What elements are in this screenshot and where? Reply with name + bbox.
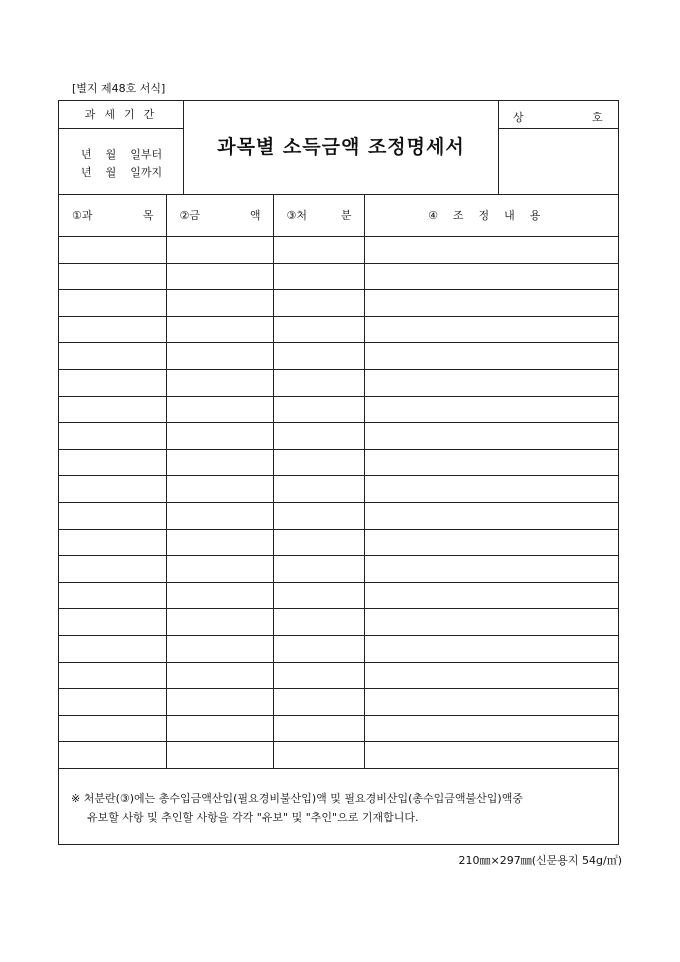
details-cell[interactable] [364,556,618,583]
table-row [59,635,618,662]
amount-cell[interactable] [166,529,273,556]
col-header-disposition [273,194,364,237]
disposition-cell[interactable] [273,689,364,716]
disposition-cell[interactable] [273,556,364,583]
details-cell[interactable] [364,502,618,529]
account-cell[interactable] [59,662,166,689]
amount-cell[interactable] [166,609,273,636]
account-cell[interactable] [59,609,166,636]
account-cell[interactable] [59,449,166,476]
account-cell[interactable] [59,715,166,742]
col-header-details-label: ④조정내용 [428,209,556,222]
account-cell[interactable] [59,476,166,503]
details-cell[interactable] [364,476,618,503]
disposition-cell[interactable] [273,476,364,503]
form-title: 과목별 소득금액 조정명세서 [217,136,465,158]
col-header-amount [166,194,273,237]
disposition-cell[interactable] [273,316,364,343]
account-cell[interactable] [59,635,166,662]
details-cell[interactable] [364,662,618,689]
details-cell[interactable] [364,582,618,609]
details-cell[interactable] [364,529,618,556]
disposition-cell[interactable] [273,502,364,529]
details-cell[interactable] [364,343,618,370]
amount-cell[interactable] [166,237,273,264]
table-row [59,662,618,689]
table-row [59,449,618,476]
table-row [59,396,618,423]
company-label-first: 상 [513,111,524,124]
details-cell[interactable] [364,263,618,290]
company-name-box [498,101,619,194]
col-header-account-b: 목 [142,209,154,222]
account-cell[interactable] [59,529,166,556]
amount-cell[interactable] [166,449,273,476]
table-row [59,290,618,317]
details-cell[interactable] [364,316,618,343]
table-row [59,343,618,370]
amount-cell[interactable] [166,689,273,716]
table-header-row [59,194,618,237]
disposition-cell[interactable] [273,290,364,317]
amount-cell[interactable] [166,263,273,290]
col-header-account [59,194,166,237]
tax-period-label: 과세기간 [59,101,183,129]
details-cell[interactable] [364,635,618,662]
table-row [59,316,618,343]
form-header [59,101,618,195]
details-cell[interactable] [364,369,618,396]
disposition-cell[interactable] [273,635,364,662]
col-header-amount-a: ②금 [179,209,200,222]
details-cell[interactable] [364,423,618,450]
company-label-second: 호 [592,111,603,124]
amount-cell[interactable] [166,582,273,609]
account-cell[interactable] [59,316,166,343]
paper-size-spec: 210㎜×297㎜(신문용지 54g/㎡) [458,854,622,867]
table-row [59,715,618,742]
details-cell[interactable] [364,449,618,476]
amount-cell[interactable] [166,476,273,503]
disposition-cell[interactable] [273,449,364,476]
disposition-cell[interactable] [273,609,364,636]
amount-cell[interactable] [166,369,273,396]
table-row [59,609,618,636]
table-row [59,263,618,290]
form-frame [58,100,619,845]
account-cell[interactable] [59,502,166,529]
period-from-field[interactable]: 년 월 일부터 [81,148,163,161]
disposition-cell[interactable] [273,582,364,609]
col-header-disposition-b: 분 [340,209,352,222]
account-cell[interactable] [59,290,166,317]
col-header-details [364,194,618,237]
tax-period-box [59,101,184,194]
table-row [59,742,618,769]
table-row [59,689,618,716]
note-line-1: ※ 처분란(③)에는 총수입금액산입(필요경비불산입)액 및 필요경비산입(총수입금액불산입)액중 [71,792,523,805]
amount-cell[interactable] [166,635,273,662]
table-row [59,369,618,396]
account-cell[interactable] [59,423,166,450]
account-cell[interactable] [59,742,166,769]
amount-cell[interactable] [166,423,273,450]
account-cell[interactable] [59,369,166,396]
table-row [59,556,618,583]
amount-cell[interactable] [166,556,273,583]
account-cell[interactable] [59,263,166,290]
col-header-account-a: ①과 [72,209,93,222]
amount-cell[interactable] [166,290,273,317]
amount-cell[interactable] [166,715,273,742]
disposition-cell[interactable] [273,263,364,290]
disposition-cell[interactable] [273,423,364,450]
disposition-cell[interactable] [273,742,364,769]
details-cell[interactable] [364,237,618,264]
table-row [59,582,618,609]
account-cell[interactable] [59,396,166,423]
disposition-cell[interactable] [273,237,364,264]
details-cell[interactable] [364,689,618,716]
form-number: [별지 제48호 서식] [72,82,166,95]
col-header-disposition-a: ③처 [286,209,307,222]
table-row [59,423,618,450]
details-cell[interactable] [364,715,618,742]
amount-cell[interactable] [166,662,273,689]
table-row [59,529,618,556]
details-cell[interactable] [364,742,618,769]
table-row [59,237,618,264]
disposition-cell[interactable] [273,529,364,556]
table-row [59,476,618,503]
details-cell[interactable] [364,396,618,423]
account-cell[interactable] [59,237,166,264]
details-cell[interactable] [364,290,618,317]
company-name-label [499,101,619,129]
account-cell[interactable] [59,582,166,609]
disposition-cell[interactable] [273,343,364,370]
amount-cell[interactable] [166,396,273,423]
account-cell[interactable] [59,343,166,370]
amount-cell[interactable] [166,502,273,529]
account-cell[interactable] [59,689,166,716]
table-row [59,502,618,529]
amount-cell[interactable] [166,742,273,769]
col-header-amount-b: 액 [249,209,261,222]
adjustment-table [59,194,618,769]
disposition-cell[interactable] [273,662,364,689]
disposition-cell[interactable] [273,396,364,423]
details-cell[interactable] [364,609,618,636]
amount-cell[interactable] [166,343,273,370]
disposition-cell[interactable] [273,369,364,396]
amount-cell[interactable] [166,316,273,343]
disposition-cell[interactable] [273,715,364,742]
period-to-field[interactable]: 년 월 일까지 [81,166,163,179]
note-line-2: 유보할 사항 및 추인할 사항을 각각 "유보" 및 "추인"으로 기재합니다. [87,811,419,824]
account-cell[interactable] [59,556,166,583]
instruction-note [71,789,523,827]
